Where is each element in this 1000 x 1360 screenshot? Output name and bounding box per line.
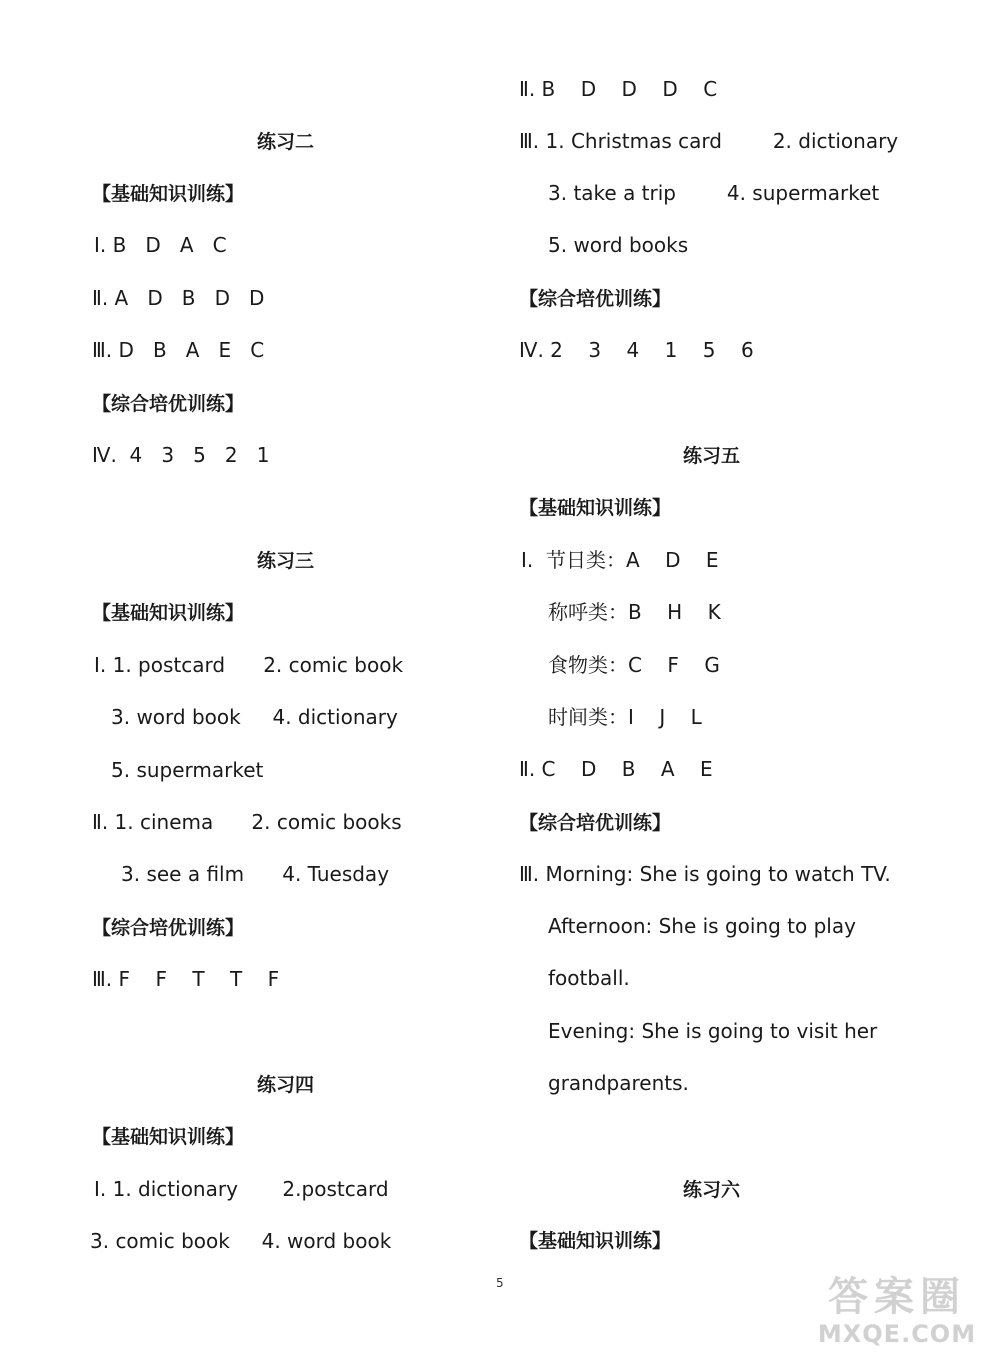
answer-line: Ⅰ. B D A C xyxy=(94,233,227,257)
page-number: 5 xyxy=(496,1276,504,1290)
exercise-3-title: 练习三 xyxy=(257,550,315,572)
answer-line: 时间类：I J L xyxy=(548,705,702,729)
answer-line: 3. see a film 4. Tuesday xyxy=(121,862,390,886)
basic-training-heading: 【基础知识训练】 xyxy=(92,602,245,624)
answer-line: Ⅳ. 2 3 4 1 5 6 xyxy=(519,338,754,362)
basic-training-heading: 【基础知识训练】 xyxy=(519,497,672,519)
answer-line: Ⅰ. 1. dictionary 2.postcard xyxy=(94,1177,389,1201)
exercise-6-title: 练习六 xyxy=(683,1179,741,1201)
answer-line: Ⅳ. 4 3 5 2 1 xyxy=(92,443,270,467)
advanced-training-heading: 【综合培优训练】 xyxy=(92,917,245,939)
answer-line: football. xyxy=(548,966,630,990)
basic-training-heading: 【基础知识训练】 xyxy=(92,183,245,205)
answer-line: 3. comic book 4. word book xyxy=(90,1229,392,1253)
exercise-5-title: 练习五 xyxy=(683,445,741,467)
advanced-training-heading: 【综合培优训练】 xyxy=(92,393,245,415)
answer-line: 5. supermarket xyxy=(111,758,264,782)
answer-line: 3. take a trip 4. supermarket xyxy=(548,181,880,205)
answer-line: grandparents. xyxy=(548,1071,689,1095)
answer-line: Afternoon: She is going to play xyxy=(548,914,856,938)
advanced-training-heading: 【综合培优训练】 xyxy=(519,812,672,834)
watermark-logo-text: 答案圈 xyxy=(828,1274,966,1320)
answer-line: Ⅲ. D B A E C xyxy=(92,338,265,362)
exercise-2-title: 练习二 xyxy=(257,131,315,153)
answer-line: Evening: She is going to visit her xyxy=(548,1019,878,1043)
basic-training-heading: 【基础知识训练】 xyxy=(519,1230,672,1252)
answer-line: Ⅲ. F F T T F xyxy=(92,967,280,991)
answer-line: Ⅰ. 节日类：A D E xyxy=(521,548,719,572)
answer-line: Ⅰ. 1. postcard 2. comic book xyxy=(94,653,404,677)
advanced-training-heading: 【综合培优训练】 xyxy=(519,288,672,310)
answer-line: Ⅱ. 1. cinema 2. comic books xyxy=(92,810,402,834)
answer-line: 3. word book 4. dictionary xyxy=(111,705,398,729)
answer-line: Ⅱ. B D D D C xyxy=(519,77,718,101)
basic-training-heading: 【基础知识训练】 xyxy=(92,1126,245,1148)
answer-line: 食物类：C F G xyxy=(548,653,720,677)
answer-line: Ⅱ. A D B D D xyxy=(92,286,265,310)
answer-line: 称呼类：B H K xyxy=(548,600,721,624)
answer-line: Ⅲ. Morning: She is going to watch TV. xyxy=(519,862,891,886)
answer-line: Ⅲ. 1. Christmas card 2. dictionary xyxy=(519,129,899,153)
exercise-4-title: 练习四 xyxy=(257,1074,315,1096)
answer-line: 5. word books xyxy=(548,233,689,257)
answer-line: Ⅱ. C D B A E xyxy=(519,757,713,781)
site-watermark xyxy=(802,1274,992,1354)
watermark-url: MXQE.COM xyxy=(817,1320,977,1348)
